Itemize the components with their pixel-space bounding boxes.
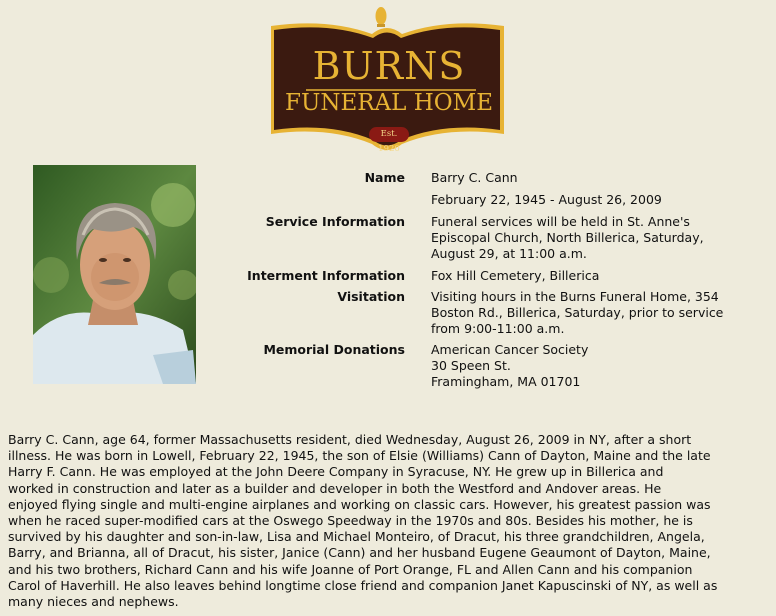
obituary-line: worked in construction and later as a builder and developer in both the Westford and Andover areas. He: [8, 480, 662, 496]
name-text: Barry C. Cann: [431, 170, 518, 185]
visitation-line: Boston Rd., Billerica, Saturday, prior to service: [431, 305, 724, 321]
visitation-line: Visiting hours in the Burns Funeral Home, 354: [431, 289, 719, 304]
obituary-text: [8, 432, 770, 610]
deceased-photo: [33, 165, 196, 384]
interment-text: Fox Hill Cemetery, Billerica: [431, 268, 600, 283]
obituary-line: Harry F. Cann. He was employed at the John Deere Company in Syracuse, NY. He grew up in Billerica and: [8, 464, 664, 480]
obituary-line: and his two brothers, Richard Cann and his wife Joanne of Port Orange, FL and Allen Cann and his companion: [8, 561, 693, 577]
name-value: [431, 170, 751, 186]
logo-established-badge: Est. 1920: [369, 127, 409, 142]
obituary-line: survived by his daughter and son-in-law, Lisa and Michael Monteiro, of Dracut, his three grandchildren, Angela,: [8, 529, 705, 545]
visitation-label: Visitation: [337, 289, 405, 304]
interment-value: [431, 268, 751, 284]
donations-line: Framingham, MA 01701: [431, 374, 581, 390]
service-value: [431, 214, 751, 263]
obituary-line: Barry C. Cann, age 64, former Massachusetts resident, died Wednesday, August 26, 2009 in NY, after a short: [8, 432, 692, 447]
name-label: Name: [364, 170, 405, 185]
funeral-home-logo: [262, 2, 516, 159]
interment-label: Interment Information: [247, 268, 405, 283]
dates-text: February 22, 1945 - August 26, 2009: [431, 192, 662, 207]
visitation-value: [431, 289, 751, 338]
service-line: August 29, at 11:00 a.m.: [431, 246, 587, 262]
visitation-line: from 9:00-11:00 a.m.: [431, 321, 565, 337]
donations-label: Memorial Donations: [263, 342, 405, 357]
donations-value: [431, 342, 751, 391]
obituary-line: Barry, and Brianna, all of Dracut, his sister, Janice (Cann) and her husband Eugene Geaumont of Dayton, Maine,: [8, 545, 711, 561]
dates-value: [431, 192, 751, 208]
obituary-line: illness. He was born in Lowell, February 22, 1945, the son of Elsie (Williams) Cann of Dayton, Maine and the late: [8, 448, 711, 464]
logo-brand-text: BURNS: [312, 44, 466, 88]
obituary-line: enjoyed flying single and multi-engine airplanes and working on classic cars. However, his greatest passion was: [8, 496, 711, 512]
service-line: Episcopal Church, North Billerica, Saturday,: [431, 230, 704, 246]
logo-subtitle-text: FUNERAL HOME: [284, 90, 494, 116]
donations-line: 30 Speen St.: [431, 358, 511, 374]
service-label: Service Information: [265, 214, 405, 229]
donations-line: American Cancer Society: [431, 342, 589, 357]
service-line: Funeral services will be held in St. Anne's: [431, 214, 690, 229]
portrait-image: [33, 165, 196, 384]
obituary-line: when he raced super-modified cars at the Oswego Speedway in the 1970s and 80s. Besides his mother, he is: [8, 513, 693, 529]
obituary-line: many nieces and nephews.: [8, 594, 179, 610]
obituary-line: Carol of Haverhill. He also leaves behind longtime close friend and companion Janet Kapuscinski of NY, as well as: [8, 577, 718, 593]
